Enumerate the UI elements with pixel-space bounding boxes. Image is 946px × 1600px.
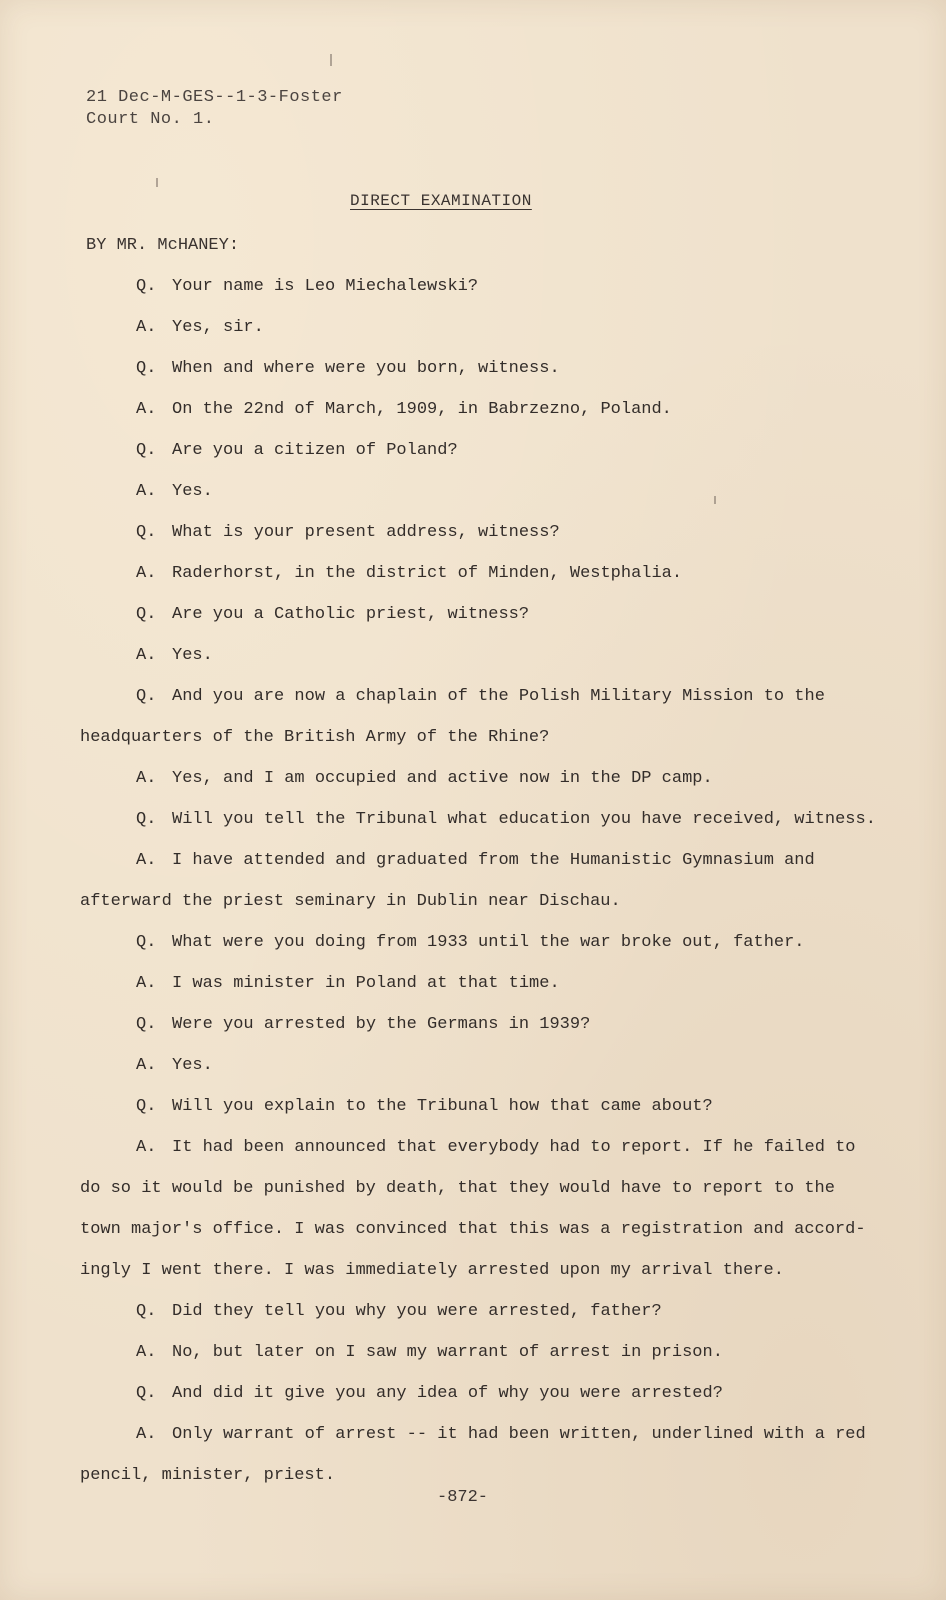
qa-label: Q. xyxy=(136,687,157,706)
qa-line xyxy=(136,963,876,1004)
qa-label: Q. xyxy=(136,441,157,460)
examiner-line: BY MR. McHANEY: xyxy=(86,236,240,255)
qa-line xyxy=(136,1291,876,1332)
qa-line xyxy=(136,1373,876,1414)
qa-line xyxy=(136,553,876,594)
qa-line xyxy=(136,1414,876,1455)
qa-text: What were you doing from 1933 until the war broke out, father. xyxy=(172,933,805,952)
qa-line xyxy=(136,840,876,881)
qa-label: Q. xyxy=(136,1384,157,1403)
qa-line xyxy=(136,430,876,471)
qa-text: And you are now a chaplain of the Polish Military Mission to the xyxy=(172,687,825,706)
qa-line xyxy=(136,389,876,430)
qa-label: Q. xyxy=(136,359,157,378)
qa-line xyxy=(136,922,876,963)
qa-text: Yes. xyxy=(172,482,213,501)
qa-line xyxy=(136,1045,876,1086)
qa-label: Q. xyxy=(136,1015,157,1034)
qa-label: Q. xyxy=(136,810,157,829)
qa-text: Yes, sir. xyxy=(172,318,264,337)
qa-line xyxy=(136,1127,876,1168)
qa-text: What is your present address, witness? xyxy=(172,523,560,542)
ink-speck xyxy=(330,54,332,66)
qa-line xyxy=(136,758,876,799)
qa-label: A. xyxy=(136,1056,157,1075)
case-reference: 21 Dec-M-GES--1-3-Foster xyxy=(86,88,343,107)
qa-continuation: headquarters of the British Army of the Rhine? xyxy=(80,728,550,747)
qa-line xyxy=(136,635,876,676)
qa-text: On the 22nd of March, 1909, in Babrzezno, Poland. xyxy=(172,400,672,419)
qa-label: Q. xyxy=(136,1302,157,1321)
qa-continuation: do so it would be punished by death, that they would have to report to the xyxy=(80,1179,835,1198)
qa-line xyxy=(136,1004,876,1045)
qa-text: No, but later on I saw my warrant of arrest in prison. xyxy=(172,1343,723,1362)
qa-text: Yes, and I am occupied and active now in the DP camp. xyxy=(172,769,713,788)
qa-label: Q. xyxy=(136,277,157,296)
qa-label: A. xyxy=(136,769,157,788)
court-number: Court No. 1. xyxy=(86,110,215,129)
qa-text: I was minister in Poland at that time. xyxy=(172,974,560,993)
qa-label: Q. xyxy=(136,523,157,542)
qa-line xyxy=(136,512,876,553)
qa-label: Q. xyxy=(136,605,157,624)
qa-label: A. xyxy=(136,482,157,501)
qa-continuation: pencil, minister, priest. xyxy=(80,1466,336,1485)
qa-line xyxy=(136,676,876,717)
qa-text: When and where were you born, witness. xyxy=(172,359,560,378)
qa-label: A. xyxy=(136,646,157,665)
qa-label: A. xyxy=(136,318,157,337)
qa-continuation: afterward the priest seminary in Dublin near Dischau. xyxy=(80,892,621,911)
qa-line xyxy=(136,266,876,307)
qa-line xyxy=(136,471,876,512)
qa-label: Q. xyxy=(136,933,157,952)
qa-label: A. xyxy=(136,974,157,993)
qa-text: Are you a Catholic priest, witness? xyxy=(172,605,530,624)
qa-continuation: town major's office. I was convinced that this was a registration and accord- xyxy=(80,1220,866,1239)
qa-label: A. xyxy=(136,1138,157,1157)
qa-text: Will you explain to the Tribunal how that came about? xyxy=(172,1097,713,1116)
qa-continuation: ingly I went there. I was immediately arrested upon my arrival there. xyxy=(80,1261,784,1280)
qa-label: A. xyxy=(136,400,157,419)
qa-text: Are you a citizen of Poland? xyxy=(172,441,458,460)
qa-text: Yes. xyxy=(172,1056,213,1075)
qa-line xyxy=(136,799,876,840)
qa-text: Were you arrested by the Germans in 1939? xyxy=(172,1015,591,1034)
qa-text: Will you tell the Tribunal what education you have received, witness. xyxy=(172,810,876,829)
qa-text: It had been announced that everybody had to report. If he failed to xyxy=(172,1138,856,1157)
qa-text: And did it give you any idea of why you were arrested? xyxy=(172,1384,723,1403)
ink-speck xyxy=(156,178,158,187)
qa-line xyxy=(136,594,876,635)
qa-line xyxy=(136,307,876,348)
qa-line xyxy=(136,1086,876,1127)
page-title: DIRECT EXAMINATION xyxy=(350,192,532,210)
qa-text: Your name is Leo Miechalewski? xyxy=(172,277,479,296)
qa-label: Q. xyxy=(136,1097,157,1116)
qa-text: Only warrant of arrest -- it had been written, underlined with a red xyxy=(172,1425,866,1444)
qa-line xyxy=(136,348,876,389)
qa-label: A. xyxy=(136,1425,157,1444)
qa-text: Raderhorst, in the district of Minden, Westphalia. xyxy=(172,564,683,583)
qa-label: A. xyxy=(136,1343,157,1362)
qa-line xyxy=(136,1332,876,1373)
qa-text: I have attended and graduated from the Humanistic Gymnasium and xyxy=(172,851,815,870)
qa-label: A. xyxy=(136,564,157,583)
qa-text: Yes. xyxy=(172,646,213,665)
page-number: -872- xyxy=(437,1488,489,1507)
qa-label: A. xyxy=(136,851,157,870)
qa-text: Did they tell you why you were arrested, father? xyxy=(172,1302,662,1321)
